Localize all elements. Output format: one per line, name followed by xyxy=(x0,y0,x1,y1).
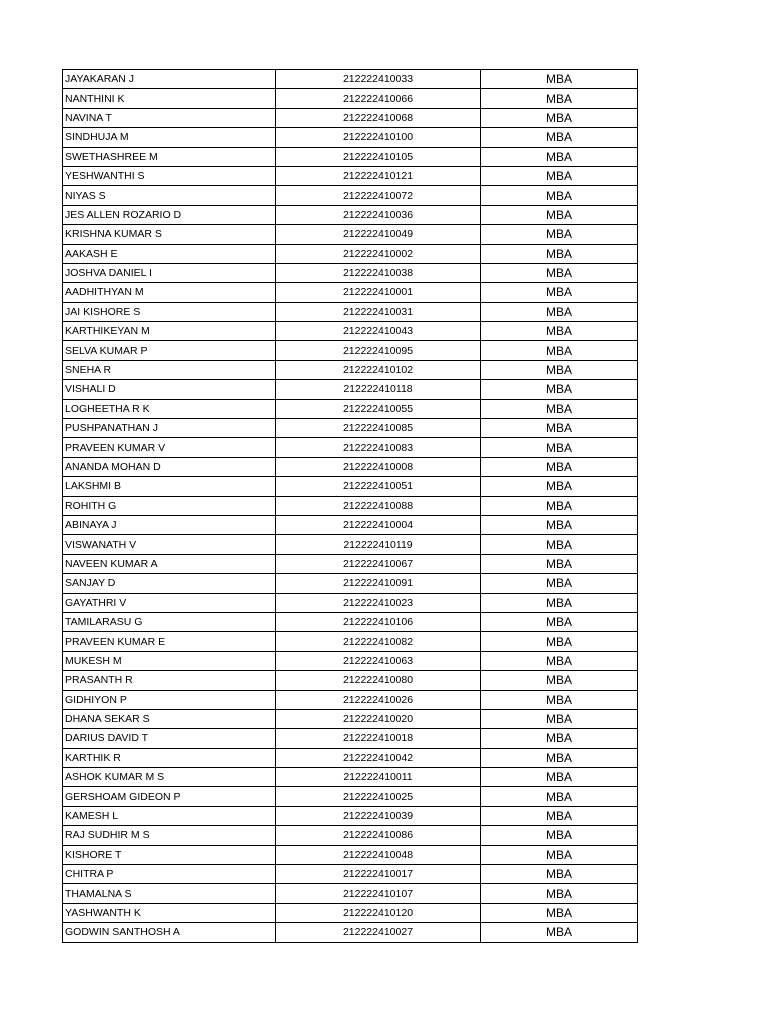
program-cell: MBA xyxy=(481,768,638,787)
program-cell: MBA xyxy=(481,535,638,554)
program-cell: MBA xyxy=(481,729,638,748)
program-cell: MBA xyxy=(481,128,638,147)
program-cell: MBA xyxy=(481,671,638,690)
register-number-cell: 212222410068 xyxy=(276,108,481,127)
program-cell: MBA xyxy=(481,89,638,108)
program-cell: MBA xyxy=(481,438,638,457)
student-name-cell: DARIUS DAVID T xyxy=(63,729,276,748)
register-number-cell: 212222410001 xyxy=(276,283,481,302)
program-cell: MBA xyxy=(481,748,638,767)
student-name-cell: YASHWANTH K xyxy=(63,903,276,922)
student-name-cell: PRAVEEN KUMAR V xyxy=(63,438,276,457)
program-cell: MBA xyxy=(481,612,638,631)
program-cell: MBA xyxy=(481,593,638,612)
register-number-cell: 212222410100 xyxy=(276,128,481,147)
table-row xyxy=(63,826,638,845)
student-name-cell: NAVINA T xyxy=(63,108,276,127)
program-cell: MBA xyxy=(481,574,638,593)
table-row xyxy=(63,845,638,864)
table-row xyxy=(63,612,638,631)
student-name-cell: NAVEEN KUMAR A xyxy=(63,554,276,573)
table-row xyxy=(63,380,638,399)
student-name-cell: JAYAKARAN J xyxy=(63,70,276,89)
table-row xyxy=(63,341,638,360)
register-number-cell: 212222410017 xyxy=(276,865,481,884)
register-number-cell: 212222410011 xyxy=(276,768,481,787)
student-name-cell: VISHALI D xyxy=(63,380,276,399)
register-number-cell: 212222410105 xyxy=(276,147,481,166)
student-name-cell: KARTHIK R xyxy=(63,748,276,767)
program-cell: MBA xyxy=(481,845,638,864)
student-name-cell: THAMALNA S xyxy=(63,884,276,903)
register-number-cell: 212222410026 xyxy=(276,690,481,709)
table-row xyxy=(63,477,638,496)
register-number-cell: 212222410083 xyxy=(276,438,481,457)
register-number-cell: 212222410119 xyxy=(276,535,481,554)
student-name-cell: JAI KISHORE S xyxy=(63,302,276,321)
program-cell: MBA xyxy=(481,826,638,845)
register-number-cell: 212222410004 xyxy=(276,515,481,534)
student-name-cell: PRAVEEN KUMAR E xyxy=(63,632,276,651)
table-row xyxy=(63,729,638,748)
program-cell: MBA xyxy=(481,244,638,263)
table-row xyxy=(63,535,638,554)
program-cell: MBA xyxy=(481,690,638,709)
table-row xyxy=(63,128,638,147)
register-number-cell: 212222410085 xyxy=(276,419,481,438)
table-row xyxy=(63,70,638,89)
student-name-cell: PUSHPANATHAN J xyxy=(63,419,276,438)
table-row xyxy=(63,89,638,108)
student-table-body xyxy=(63,70,638,943)
register-number-cell: 212222410095 xyxy=(276,341,481,360)
table-row xyxy=(63,457,638,476)
student-name-cell: GIDHIYON P xyxy=(63,690,276,709)
table-row xyxy=(63,923,638,942)
table-row xyxy=(63,399,638,418)
student-name-cell: TAMILARASU G xyxy=(63,612,276,631)
program-cell: MBA xyxy=(481,263,638,282)
table-row xyxy=(63,574,638,593)
program-cell: MBA xyxy=(481,806,638,825)
register-number-cell: 212222410082 xyxy=(276,632,481,651)
register-number-cell: 212222410055 xyxy=(276,399,481,418)
register-number-cell: 212222410027 xyxy=(276,923,481,942)
table-row xyxy=(63,768,638,787)
register-number-cell: 212222410038 xyxy=(276,263,481,282)
table-row xyxy=(63,554,638,573)
program-cell: MBA xyxy=(481,709,638,728)
student-name-cell: PRASANTH R xyxy=(63,671,276,690)
program-cell: MBA xyxy=(481,865,638,884)
register-number-cell: 212222410080 xyxy=(276,671,481,690)
table-row xyxy=(63,438,638,457)
program-cell: MBA xyxy=(481,360,638,379)
student-name-cell: KARTHIKEYAN M xyxy=(63,322,276,341)
register-number-cell: 212222410031 xyxy=(276,302,481,321)
program-cell: MBA xyxy=(481,477,638,496)
program-cell: MBA xyxy=(481,166,638,185)
table-row xyxy=(63,108,638,127)
program-cell: MBA xyxy=(481,923,638,942)
register-number-cell: 212222410039 xyxy=(276,806,481,825)
register-number-cell: 212222410067 xyxy=(276,554,481,573)
register-number-cell: 212222410042 xyxy=(276,748,481,767)
program-cell: MBA xyxy=(481,108,638,127)
student-name-cell: ASHOK KUMAR M S xyxy=(63,768,276,787)
table-row xyxy=(63,806,638,825)
register-number-cell: 212222410033 xyxy=(276,70,481,89)
register-number-cell: 212222410008 xyxy=(276,457,481,476)
register-number-cell: 212222410066 xyxy=(276,89,481,108)
table-row xyxy=(63,186,638,205)
register-number-cell: 212222410002 xyxy=(276,244,481,263)
student-name-cell: SWETHASHREE M xyxy=(63,147,276,166)
table-row xyxy=(63,671,638,690)
table-row xyxy=(63,632,638,651)
student-name-cell: VISWANATH V xyxy=(63,535,276,554)
register-number-cell: 212222410121 xyxy=(276,166,481,185)
table-row xyxy=(63,884,638,903)
register-number-cell: 212222410118 xyxy=(276,380,481,399)
program-cell: MBA xyxy=(481,632,638,651)
student-name-cell: CHITRA P xyxy=(63,865,276,884)
program-cell: MBA xyxy=(481,302,638,321)
table-row xyxy=(63,651,638,670)
program-cell: MBA xyxy=(481,380,638,399)
table-row xyxy=(63,748,638,767)
table-row xyxy=(63,515,638,534)
student-name-cell: KRISHNA KUMAR S xyxy=(63,225,276,244)
table-row xyxy=(63,593,638,612)
student-name-cell: KISHORE T xyxy=(63,845,276,864)
table-row xyxy=(63,496,638,515)
student-name-cell: LAKSHMI B xyxy=(63,477,276,496)
table-row xyxy=(63,147,638,166)
student-name-cell: JOSHVA DANIEL I xyxy=(63,263,276,282)
register-number-cell: 212222410086 xyxy=(276,826,481,845)
program-cell: MBA xyxy=(481,283,638,302)
student-name-cell: NANTHINI K xyxy=(63,89,276,108)
student-name-cell: ANANDA MOHAN D xyxy=(63,457,276,476)
register-number-cell: 212222410102 xyxy=(276,360,481,379)
register-number-cell: 212222410091 xyxy=(276,574,481,593)
program-cell: MBA xyxy=(481,884,638,903)
program-cell: MBA xyxy=(481,651,638,670)
student-name-cell: SINDHUJA M xyxy=(63,128,276,147)
table-row xyxy=(63,225,638,244)
program-cell: MBA xyxy=(481,341,638,360)
program-cell: MBA xyxy=(481,322,638,341)
program-cell: MBA xyxy=(481,419,638,438)
student-name-cell: SELVA KUMAR P xyxy=(63,341,276,360)
student-name-cell: GERSHOAM GIDEON P xyxy=(63,787,276,806)
table-row xyxy=(63,709,638,728)
program-cell: MBA xyxy=(481,554,638,573)
register-number-cell: 212222410120 xyxy=(276,903,481,922)
student-name-cell: GAYATHRI V xyxy=(63,593,276,612)
program-cell: MBA xyxy=(481,903,638,922)
program-cell: MBA xyxy=(481,186,638,205)
student-list-sheet xyxy=(62,69,634,943)
table-row xyxy=(63,283,638,302)
program-cell: MBA xyxy=(481,225,638,244)
table-row xyxy=(63,263,638,282)
student-table xyxy=(62,69,638,943)
student-name-cell: GODWIN SANTHOSH A xyxy=(63,923,276,942)
program-cell: MBA xyxy=(481,496,638,515)
table-row xyxy=(63,322,638,341)
program-cell: MBA xyxy=(481,399,638,418)
student-name-cell: YESHWANTHI S xyxy=(63,166,276,185)
student-name-cell: ROHITH G xyxy=(63,496,276,515)
student-name-cell: NIYAS S xyxy=(63,186,276,205)
table-row xyxy=(63,690,638,709)
table-row xyxy=(63,244,638,263)
register-number-cell: 212222410018 xyxy=(276,729,481,748)
table-row xyxy=(63,865,638,884)
student-name-cell: JES ALLEN ROZARIO D xyxy=(63,205,276,224)
student-name-cell: RAJ SUDHIR M S xyxy=(63,826,276,845)
table-row xyxy=(63,787,638,806)
register-number-cell: 212222410020 xyxy=(276,709,481,728)
student-name-cell: DHANA SEKAR S xyxy=(63,709,276,728)
student-name-cell: LOGHEETHA R K xyxy=(63,399,276,418)
register-number-cell: 212222410063 xyxy=(276,651,481,670)
table-row xyxy=(63,419,638,438)
program-cell: MBA xyxy=(481,205,638,224)
register-number-cell: 212222410106 xyxy=(276,612,481,631)
register-number-cell: 212222410025 xyxy=(276,787,481,806)
program-cell: MBA xyxy=(481,515,638,534)
register-number-cell: 212222410051 xyxy=(276,477,481,496)
register-number-cell: 212222410023 xyxy=(276,593,481,612)
register-number-cell: 212222410107 xyxy=(276,884,481,903)
program-cell: MBA xyxy=(481,70,638,89)
table-row xyxy=(63,903,638,922)
program-cell: MBA xyxy=(481,787,638,806)
student-name-cell: MUKESH M xyxy=(63,651,276,670)
student-name-cell: ABINAYA J xyxy=(63,515,276,534)
register-number-cell: 212222410043 xyxy=(276,322,481,341)
student-name-cell: SNEHA R xyxy=(63,360,276,379)
register-number-cell: 212222410072 xyxy=(276,186,481,205)
student-name-cell: SANJAY D xyxy=(63,574,276,593)
student-name-cell: AAKASH E xyxy=(63,244,276,263)
program-cell: MBA xyxy=(481,147,638,166)
table-row xyxy=(63,205,638,224)
program-cell: MBA xyxy=(481,457,638,476)
register-number-cell: 212222410036 xyxy=(276,205,481,224)
register-number-cell: 212222410048 xyxy=(276,845,481,864)
register-number-cell: 212222410088 xyxy=(276,496,481,515)
table-row xyxy=(63,302,638,321)
register-number-cell: 212222410049 xyxy=(276,225,481,244)
table-row xyxy=(63,166,638,185)
table-row xyxy=(63,360,638,379)
student-name-cell: KAMESH L xyxy=(63,806,276,825)
student-name-cell: AADHITHYAN M xyxy=(63,283,276,302)
